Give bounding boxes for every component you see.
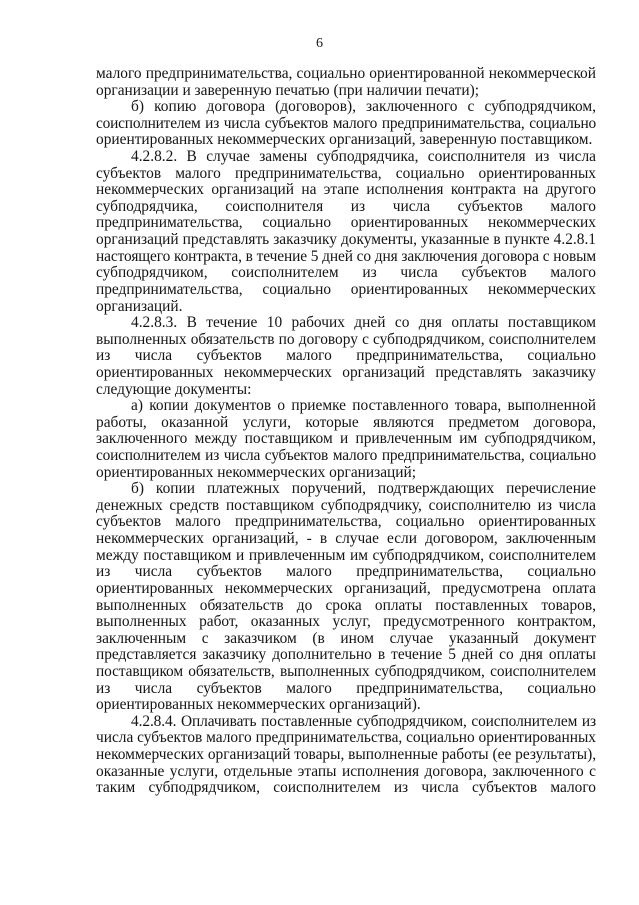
text-line: из числа субъектов малого предпринимательства, социально [96,563,596,581]
text-line: ориентированных некоммерческих организаций; [96,463,417,481]
text-line: ориентированных некоммерческих организаций). [96,696,421,714]
text-line: выполненных обязательств до срока оплаты поставленных товаров, [96,596,596,614]
text-line: выполненных работ, оказанных услуг, предусмотренного контрактом, [96,613,596,631]
text-line: работы, оказанной услуги, которые являются предметом договора, [96,413,596,431]
text-line: соисполнителем из числа субъектов малого предпринимательства, социально [96,114,596,132]
text-line: поставщиком обязательств, выполненных субподрядчиком, соисполнителем [96,662,596,680]
paragraph-first-line: 4.2.8.4. Оплачивать поставленные субподрядчиком, соисполнителем из [131,712,596,730]
text-line: субподрядчика, соисполнителя из числа субъектов малого [96,197,596,215]
text-line: субподрядчиком, соисполнителем из числа субъектов малого [96,264,596,282]
text-line: некоммерческих организаций на этапе исполнения контракта на другого [96,181,596,199]
text-line: соисполнителем из числа субъектов малого предпринимательства, социально [96,447,596,465]
text-line: денежных средств поставщиком субподрядчику, соисполнителю из числа [96,496,596,514]
text-line: предпринимательства, социально ориентированных некоммерческих [96,214,596,232]
text-line: представляется заказчику дополнительно в течение 5 дней со дня оплаты [96,646,596,664]
text-line: организации и заверенную печатью (при наличии печати); [96,81,480,99]
text-line: ориентированных некоммерческих организаций, заверенную поставщиком. [96,131,593,149]
paragraph-first-line: б) копию договора (договоров), заключенного с субподрядчиком, [131,98,596,116]
text-line: субъектов малого предпринимательства, социально ориентированных [96,164,596,182]
text-line: некоммерческих организаций, - в случае если договором, заключенным [96,530,596,548]
paragraph-first-line: а) копии документов о приемке поставленного товара, выполненной [131,397,596,415]
text-line: следующие документы: [96,380,252,398]
text-line: из числа субъектов малого предпринимательства, социально [96,347,596,365]
text-line: малого предпринимательства, социально ориентированной некоммерческой [96,65,596,82]
text-line: числа субъектов малого предпринимательства, социально ориентированных [96,729,596,747]
text-line: ориентированных некоммерческих организаций представлять заказчику [96,363,596,381]
paragraph-first-line: 4.2.8.2. В случае замены субподрядчика, соисполнителя из числа [131,148,596,166]
text-line: организаций представлять заказчику документы, указанные в пункте 4.2.8.1 [96,231,596,249]
text-line: ориентированных некоммерческих организаций, предусмотрена оплата [96,579,596,597]
document-body [96,66,596,797]
text-line: некоммерческих организаций товары, выполненные работы (ее результаты), [96,745,597,763]
text-line: заключенного между поставщиком и привлеченным им субподрядчиком, [96,430,596,448]
text-line: настоящего контракта, в течение 5 дней со дня заключения договора с новым [96,247,596,265]
text-line: организаций. [96,297,183,315]
paragraph-first-line: 4.2.8.3. В течение 10 рабочих дней со дня оплаты поставщиком [131,314,596,332]
text-line: заключенным с заказчиком (в ином случае указанный документ [96,629,596,647]
text-line: предпринимательства, социально ориентированных некоммерческих [96,280,596,298]
text-line: между поставщиком и привлеченным им субподрядчиком, соисполнителем [96,546,596,564]
text-line: субъектов малого предпринимательства, социально ориентированных [96,513,596,531]
text-line: выполненных обязательств по договору с субподрядчиком, соисполнителем [96,330,596,348]
paragraph-first-line: б) копии платежных поручений, подтверждающих перечисление [131,480,596,498]
text-line: из числа субъектов малого предпринимательства, социально [96,679,596,697]
text-line: оказанные услуги, отдельные этапы исполнения договора, заключенного с [96,762,596,780]
text-line: таким субподрядчиком, соисполнителем из числа субъектов малого [96,779,596,797]
page-number: 6 [316,36,323,51]
